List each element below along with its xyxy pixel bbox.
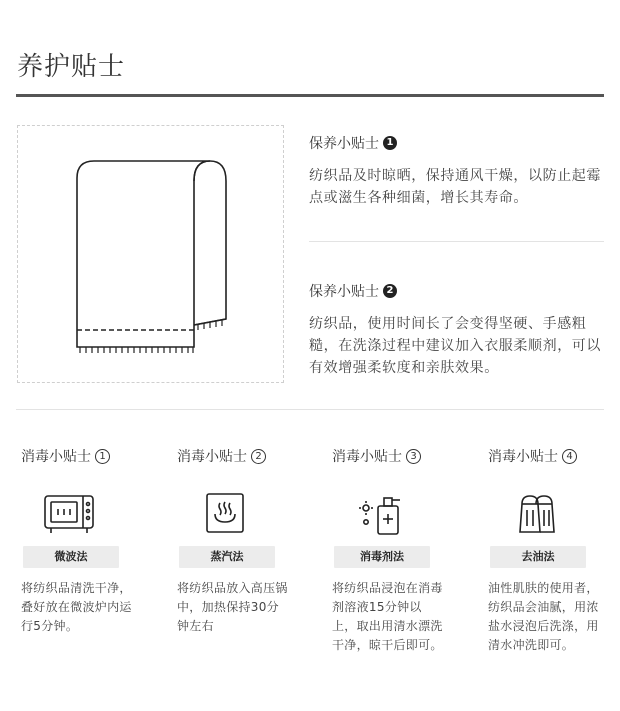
disinfect-tip-title (488, 446, 613, 466)
disinfect-tip-title (177, 446, 302, 466)
disinfect-tip-1 (21, 446, 146, 633)
care-tip-label: 保养小贴士 (309, 284, 379, 300)
disinfect-tip-label: 消毒小贴士 (177, 449, 247, 465)
disinfect-tip-3 (332, 446, 457, 652)
method-badge: 蒸汽法 (179, 546, 275, 568)
disinfect-tip-text: 油性肌肤的使用者，纺织品会油腻，用浓盐水浸泡后洗涤，用清水冲洗即可。 (488, 581, 599, 652)
disinfectant-icon (332, 492, 428, 540)
disinfect-tip-number: 3 (406, 449, 421, 464)
disinfect-tip-label: 消毒小贴士 (488, 449, 558, 465)
disinfect-tip-text: 将纺织品放入高压锅中，加热保持30分钟左右 (177, 581, 288, 633)
method-badge: 去油法 (490, 546, 586, 568)
disinfect-tip-number: 4 (562, 449, 577, 464)
care-tip-title (309, 281, 601, 301)
disinfect-tip-number: 2 (251, 449, 266, 464)
title-divider (16, 94, 604, 97)
towel-illustration-frame (17, 125, 284, 383)
care-tip-number: 1 (383, 136, 397, 150)
towel-icon (18, 126, 285, 384)
care-tip-title (309, 133, 601, 153)
section-divider (16, 409, 604, 410)
care-tip-2 (309, 281, 601, 379)
disinfect-tip-number: 1 (95, 449, 110, 464)
disinfect-tip-text: 将纺织品浸泡在消毒剂溶液15分钟以上，取出用清水漂洗干净，晾干后即可。 (332, 581, 443, 652)
disinfect-tip-2 (177, 446, 302, 633)
method-badge: 消毒剂法 (334, 546, 430, 568)
page-title: 养护贴士 (17, 52, 126, 82)
steam-icon (177, 492, 273, 540)
disinfect-tip-text: 将纺织品清洗干净，叠好放在微波炉内运行5分钟。 (21, 581, 132, 633)
care-tip-label: 保养小贴士 (309, 136, 379, 152)
disinfect-tip-title (332, 446, 457, 466)
method-badge: 微波法 (23, 546, 119, 568)
disinfect-tip-4 (488, 446, 613, 652)
care-tip-1 (309, 133, 601, 209)
disinfect-tip-title (21, 446, 146, 466)
tip-divider (309, 241, 604, 242)
care-tip-text: 纺织品，使用时间长了会变得坚硬、手感粗糙，在洗涤过程中建议加入衣服柔顺剂，可以有效增强柔软度和亲肤效果。 (309, 316, 601, 376)
care-tip-text: 纺织品及时晾晒，保持通风干燥，以防止起霉点或滋生各种细菌，增长其寿命。 (309, 168, 601, 206)
care-tip-number: 2 (383, 284, 397, 298)
disinfect-tip-label: 消毒小贴士 (21, 449, 91, 465)
disinfect-tip-label: 消毒小贴士 (332, 449, 402, 465)
salt-shaker-icon (488, 492, 584, 540)
microwave-icon (21, 492, 117, 540)
